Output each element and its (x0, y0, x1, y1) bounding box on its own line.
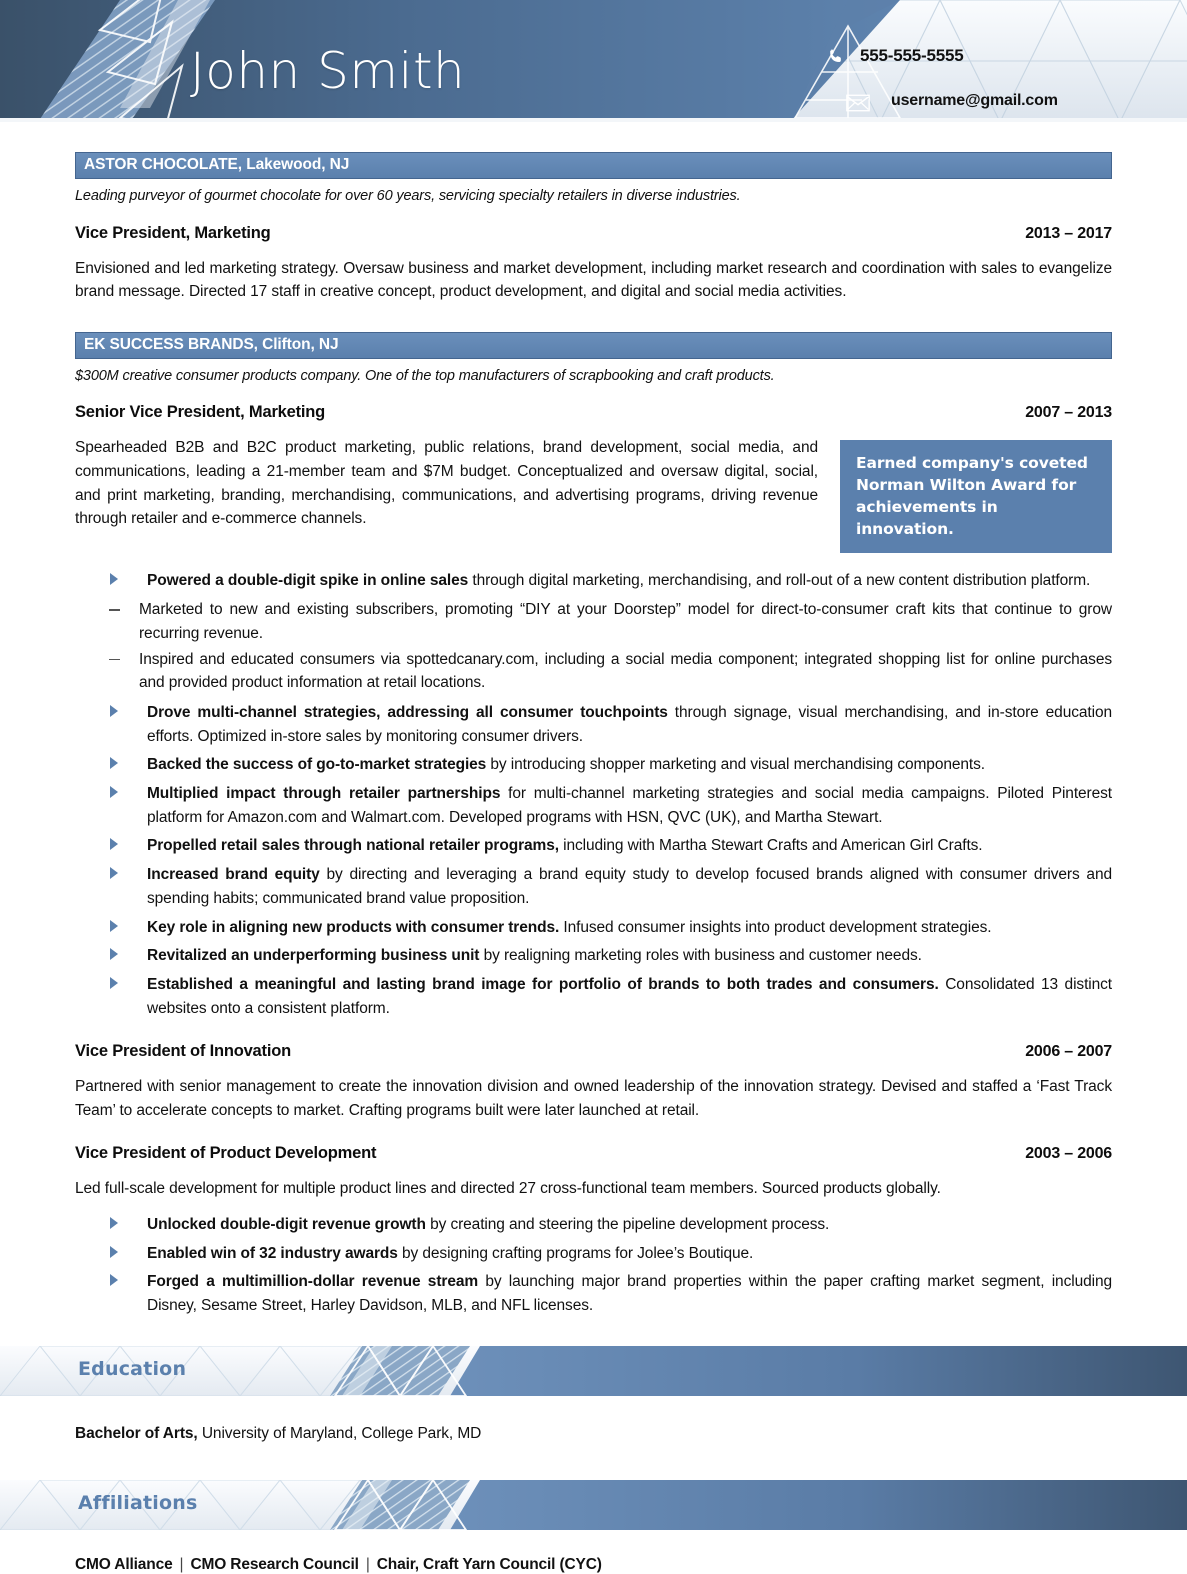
job-title: Vice President, Marketing (75, 223, 271, 242)
job-title: Vice President of Product Development (75, 1144, 377, 1163)
job-summary: Partnered with senior management to create the innovation division and owned leadership of the innovation strategy. Devised and staffed a ‘Fast Track Team’ to accelerate concepts to market. Crafting programs built were later launched at retail. (75, 1078, 1112, 1119)
triangle-bullet-icon (110, 573, 118, 585)
section-title-education: Education (78, 1357, 187, 1380)
achievement-detail: by realigning marketing roles with business and customer needs. (479, 947, 922, 965)
achievement-highlight: Forged a multimillion-dollar revenue stream (147, 1273, 479, 1291)
education-entry (75, 1422, 1112, 1445)
triangle-bullet-icon (110, 1246, 118, 1258)
job-row-ek-proddev (75, 1144, 1112, 1163)
achievement-bullet (75, 701, 1112, 748)
achievement-sublist (75, 598, 1112, 695)
achievement-bullet (75, 753, 1112, 777)
triangle-bullet-icon (110, 977, 118, 989)
achievement-highlight: Key role in aligning new products with consumer trends. (147, 918, 560, 936)
job-summary: Envisioned and led marketing strategy. Oversaw business and market development, including market research and coordination with sales to evangelize brand message. Directed 17 staff in creative concept, product development, and digital and social media activities. (75, 259, 1112, 301)
achievement-highlight: Enabled win of 32 industry awards (147, 1244, 398, 1262)
achievement-highlight: Multiplied impact through retailer partnerships (147, 785, 501, 803)
achievement-subtext: Inspired and educated consumers via spottedcanary.com, including a social media component; integrated shopping list for online purchases and provided product information at retail locations. (139, 650, 1112, 692)
triangle-bullet-icon (110, 705, 118, 717)
job-dates: 2003 – 2006 (1025, 1145, 1112, 1163)
affiliation-item: CMO Alliance (75, 1556, 173, 1574)
achievement-bullet (75, 863, 1112, 910)
company-header-ek: EK SUCCESS BRANDS, Clifton, NJ (75, 332, 1112, 359)
affiliation-separator: | (365, 1556, 370, 1574)
resume-body (0, 152, 1187, 1318)
achievement-highlight: Increased brand equity (147, 866, 320, 884)
triangle-bullet-icon (110, 786, 118, 798)
achievement-detail: Consolidated 13 distinct websites onto a consistent platform. (147, 975, 1112, 1017)
job-dates: 2013 – 2017 (1025, 224, 1112, 242)
award-callout: Earned company's coveted Norman Wilton Award for achievements in innovation. (840, 440, 1112, 553)
achievement-subbullet (75, 648, 1112, 695)
phone-icon (826, 48, 846, 68)
achievement-highlight: Unlocked double-digit revenue growth (147, 1216, 426, 1233)
achievement-highlight: Established a meaningful and lasting brand image for portfolio of brands to both trades and consumers. (147, 975, 939, 993)
achievement-bullet (75, 1213, 1112, 1237)
dash-bullet-icon (109, 659, 120, 661)
job-row-ek-svp (75, 403, 1112, 422)
job-row-astor-vp (75, 224, 1112, 243)
achievement-detail: Infused consumer insights into product development strategies. (559, 918, 992, 936)
job-summary: Led full-scale development for multiple product lines and directed 27 cross-functional team members. Sourced products globally. (75, 1180, 941, 1198)
achievement-detail: through signage, visual merchandising, and in-store education efforts. Optimized in-store sales by monitoring consumer drivers. (147, 703, 1112, 745)
achievement-highlight: Drove multi-channel strategies, addressing all consumer touchpoints (147, 703, 668, 721)
achievement-detail: including with Martha Stewart Crafts and American Girl Crafts. (558, 837, 983, 855)
section-title-affiliations: Affiliations (78, 1492, 198, 1515)
education-degree: Bachelor of Arts, (75, 1424, 198, 1442)
achievement-bullet (75, 1270, 1112, 1317)
email-address: username@gmail.com (891, 92, 1058, 109)
job-title: Senior Vice President, Marketing (75, 403, 326, 422)
affiliations-banner (0, 1478, 1187, 1532)
achievement-highlight: Revitalized an underperforming business unit (147, 947, 480, 965)
achievement-detail: by launching major brand properties within the paper crafting market segment, including Disney, Sesame Street, Harley Davidson, MLB, and NFL licenses. (147, 1273, 1112, 1315)
affiliation-item: Chair, Craft Yarn Council (CYC) (376, 1556, 602, 1574)
achievement-subtext: Marketed to new and existing subscribers, promoting “DIY at your Doorstep” model for direct-to-consumer craft kits that continue to grow recurring revenue. (139, 601, 1112, 642)
achievement-bullet (75, 916, 1112, 940)
job-row-ek-innovation (75, 1042, 1112, 1061)
dash-bullet-icon (109, 609, 120, 611)
company-description-astor: Leading purveyor of gourmet chocolate for over 60 years, servicing specialty retailers in diverse industries. (75, 188, 741, 205)
triangle-bullet-icon (110, 867, 118, 879)
job-dates: 2007 – 2013 (1025, 404, 1112, 422)
job-dates: 2006 – 2007 (1025, 1043, 1112, 1061)
affiliation-item: CMO Research Council (190, 1556, 359, 1574)
achievement-bullet (75, 782, 1112, 829)
achievement-highlight: Powered a double-digit spike in online sales (147, 572, 469, 590)
triangle-bullet-icon (110, 948, 118, 960)
achievement-detail: by directing and leveraging a brand equity study to develop focused brands aligned with consumer drivers and spending habits; communicated brand value proposition. (147, 866, 1112, 907)
achievement-bullet (75, 973, 1112, 1020)
triangle-bullet-icon (110, 1274, 118, 1286)
achievement-highlight: Backed the success of go-to-market strategies (147, 756, 487, 774)
affiliation-separator: | (179, 1556, 184, 1574)
achievement-detail: for multi-channel marketing strategies and social media campaigns. Piloted Pinterest platform for Amazon.com and Walmart.com. Developed programs with HSN, QVC (UK), and Martha Stewart. (147, 785, 1112, 826)
page-title: John Smith (190, 42, 466, 100)
job-title: Vice President of Innovation (75, 1042, 291, 1061)
page-header (0, 0, 1187, 122)
vppd-achievement-list (75, 1213, 1112, 1318)
achievement-subbullet (75, 598, 1112, 645)
education-banner (0, 1344, 1187, 1398)
education-school: University of Maryland, College Park, MD (197, 1424, 482, 1442)
achievement-highlight: Propelled retail sales through national retailer programs, (147, 837, 559, 855)
triangle-bullet-icon (110, 757, 118, 769)
triangle-bullet-icon (110, 1217, 118, 1229)
achievement-bullet (75, 1242, 1112, 1266)
job-summary: Spearheaded B2B and B2C product marketing, public relations, brand development, social media, and communications, leading a 21-member team and $7M budget. Conceptualized and oversaw digital, social, and print marketing, branding, merchandising, communications, and advertising programs, driving revenue through retailer and e-commerce channels. (75, 439, 818, 528)
achievement-bullet (75, 944, 1112, 968)
achievement-detail: by creating and steering the pipeline development process. (425, 1216, 830, 1233)
achievement-detail: by designing crafting programs for Jolee’s Boutique. (397, 1244, 754, 1262)
svp-achievement-list (75, 569, 1112, 1020)
company-header-astor: ASTOR CHOCOLATE, Lakewood, NJ (75, 152, 1112, 179)
achievement-bullet (75, 569, 1112, 593)
phone-number: 555-555-5555 (860, 46, 964, 65)
affiliations-list (75, 1556, 1112, 1574)
triangle-bullet-icon (110, 920, 118, 932)
company-description-ek: $300M creative consumer products company. One of the top manufacturers of scrapbooking and craft products. (75, 368, 775, 385)
achievement-detail: by introducing shopper marketing and visual merchandising components. (486, 756, 985, 774)
triangle-bullet-icon (110, 838, 118, 850)
achievement-bullet (75, 834, 1112, 858)
envelope-icon (846, 94, 870, 112)
achievement-detail: through digital marketing, merchandising, and roll-out of a new content distribution platform. (468, 572, 1091, 590)
